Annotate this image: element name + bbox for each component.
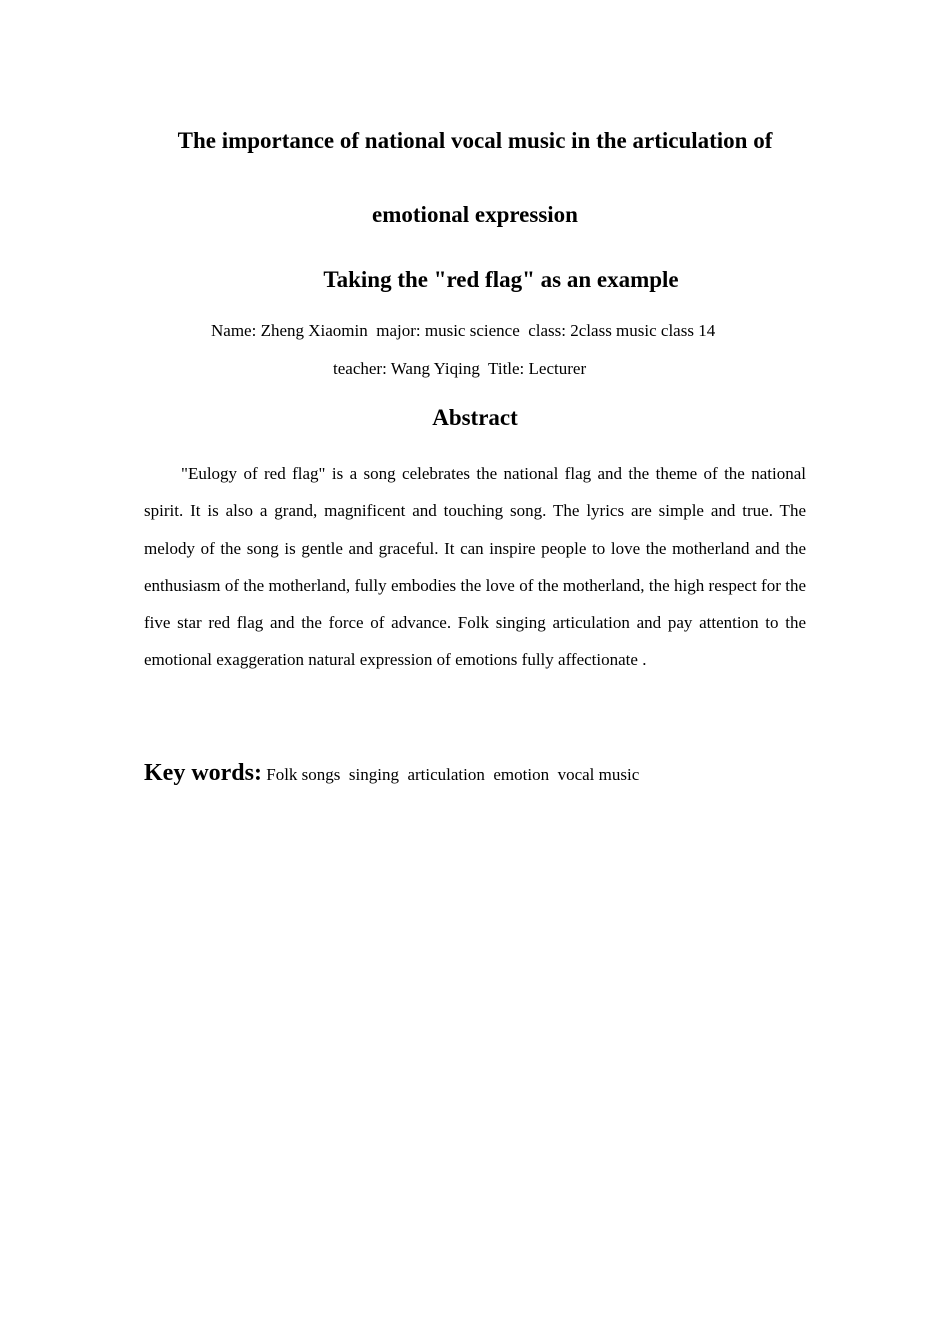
keywords [144, 760, 639, 787]
title-line-1: The importance of national vocal music in the articulation of [177, 128, 773, 153]
subtitle: Taking the "red flag" as an example [323, 267, 679, 292]
title-line-2: emotional expression [372, 202, 578, 227]
author-info-line-2: teacher: Wang Yiqing Title: Lecturer [333, 359, 587, 378]
abstract-heading: Abstract [432, 405, 518, 430]
abstract-body: "Eulogy of red flag" is a song celebrates the national flag and the theme of the national spirit. It is also a grand, magnificent and touching song. The lyrics are simple and true. The melody of the song is gentle and graceful. It can inspire people to love the motherland and the enthusiasm of the motherland, fully embodies the love of the motherland, the high respect for the five star red flag and the force of advance. Folk singing articulation and pay attention to the emotional exaggeration natural expression of emotions fully affectionate . [144, 464, 806, 670]
keywords-value: Folk songs singing articulation emotion vocal music [261, 765, 640, 784]
keywords-label: Key words: [144, 760, 262, 786]
author-info-line-1: Name: Zheng Xiaomin major: music science class: 2class music class 14 [211, 321, 716, 340]
